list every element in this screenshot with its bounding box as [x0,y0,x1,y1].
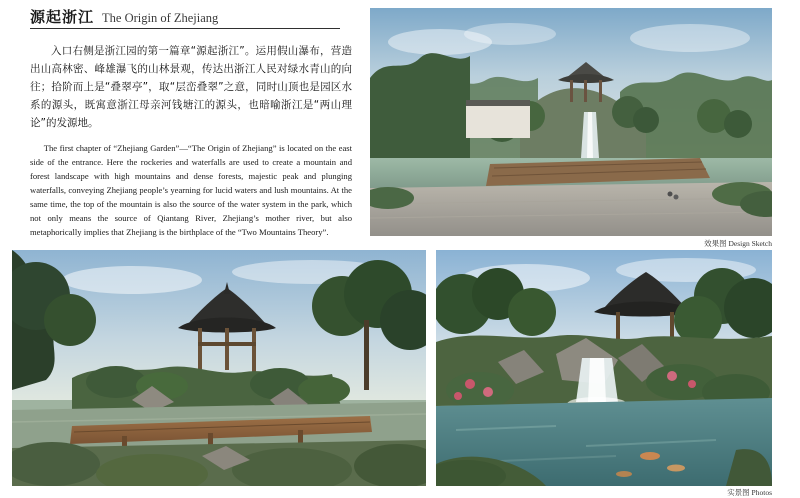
page-title [30,10,340,29]
caption-design-sketch: 效果图 Design Sketch [704,239,772,248]
text-column [30,42,352,240]
photo-waterfall-illustration [436,250,772,486]
photo-bridge-illustration [12,250,426,486]
paragraph-english: The first chapter of “Zhejiang Garden”—“The Origin of Zhejiang” is located on the east side of the entrance. Here the rockeries and waterfalls are used to create a mountain and forest landscape with high mountains and dense forests, majestic peak and plunging waterfalls, conveying Zhejiang people’s yearning for lucid waters and lush mountains. At the same time, the top of the mountain is also the source of the water system in the park, which not only means the source of Qiantang River, Zhejiang’s mother river, but also metaphorically implies that Zhejiang is the birthplace of the “Two Mountains Theory”. [30,143,352,237]
page-title-en: The Origin of Zhejiang [102,10,219,25]
paragraph-chinese: 入口右侧是浙江园的第一篇章“源起浙江”。运用假山瀑布，营造出山高林密、峰雄瀑飞的山林景观，传达出浙江人民对绿水青山的向往；拾阶而上是“叠翠亭”，取“层峦叠翠”之意，同时山顶也是园区水系的源头，既寓意浙江母亲河钱塘江的源头，也暗喻浙江是“两山理论”的发源地。 [30,45,352,130]
design-sketch-illustration [370,8,772,236]
page-title-cn: 源起浙江 [30,8,95,26]
caption-photos: 实景图 Photos [727,488,772,497]
figure-photo-waterfall [436,250,772,486]
figure-design-sketch [370,8,772,236]
figure-photo-bridge [12,250,426,486]
